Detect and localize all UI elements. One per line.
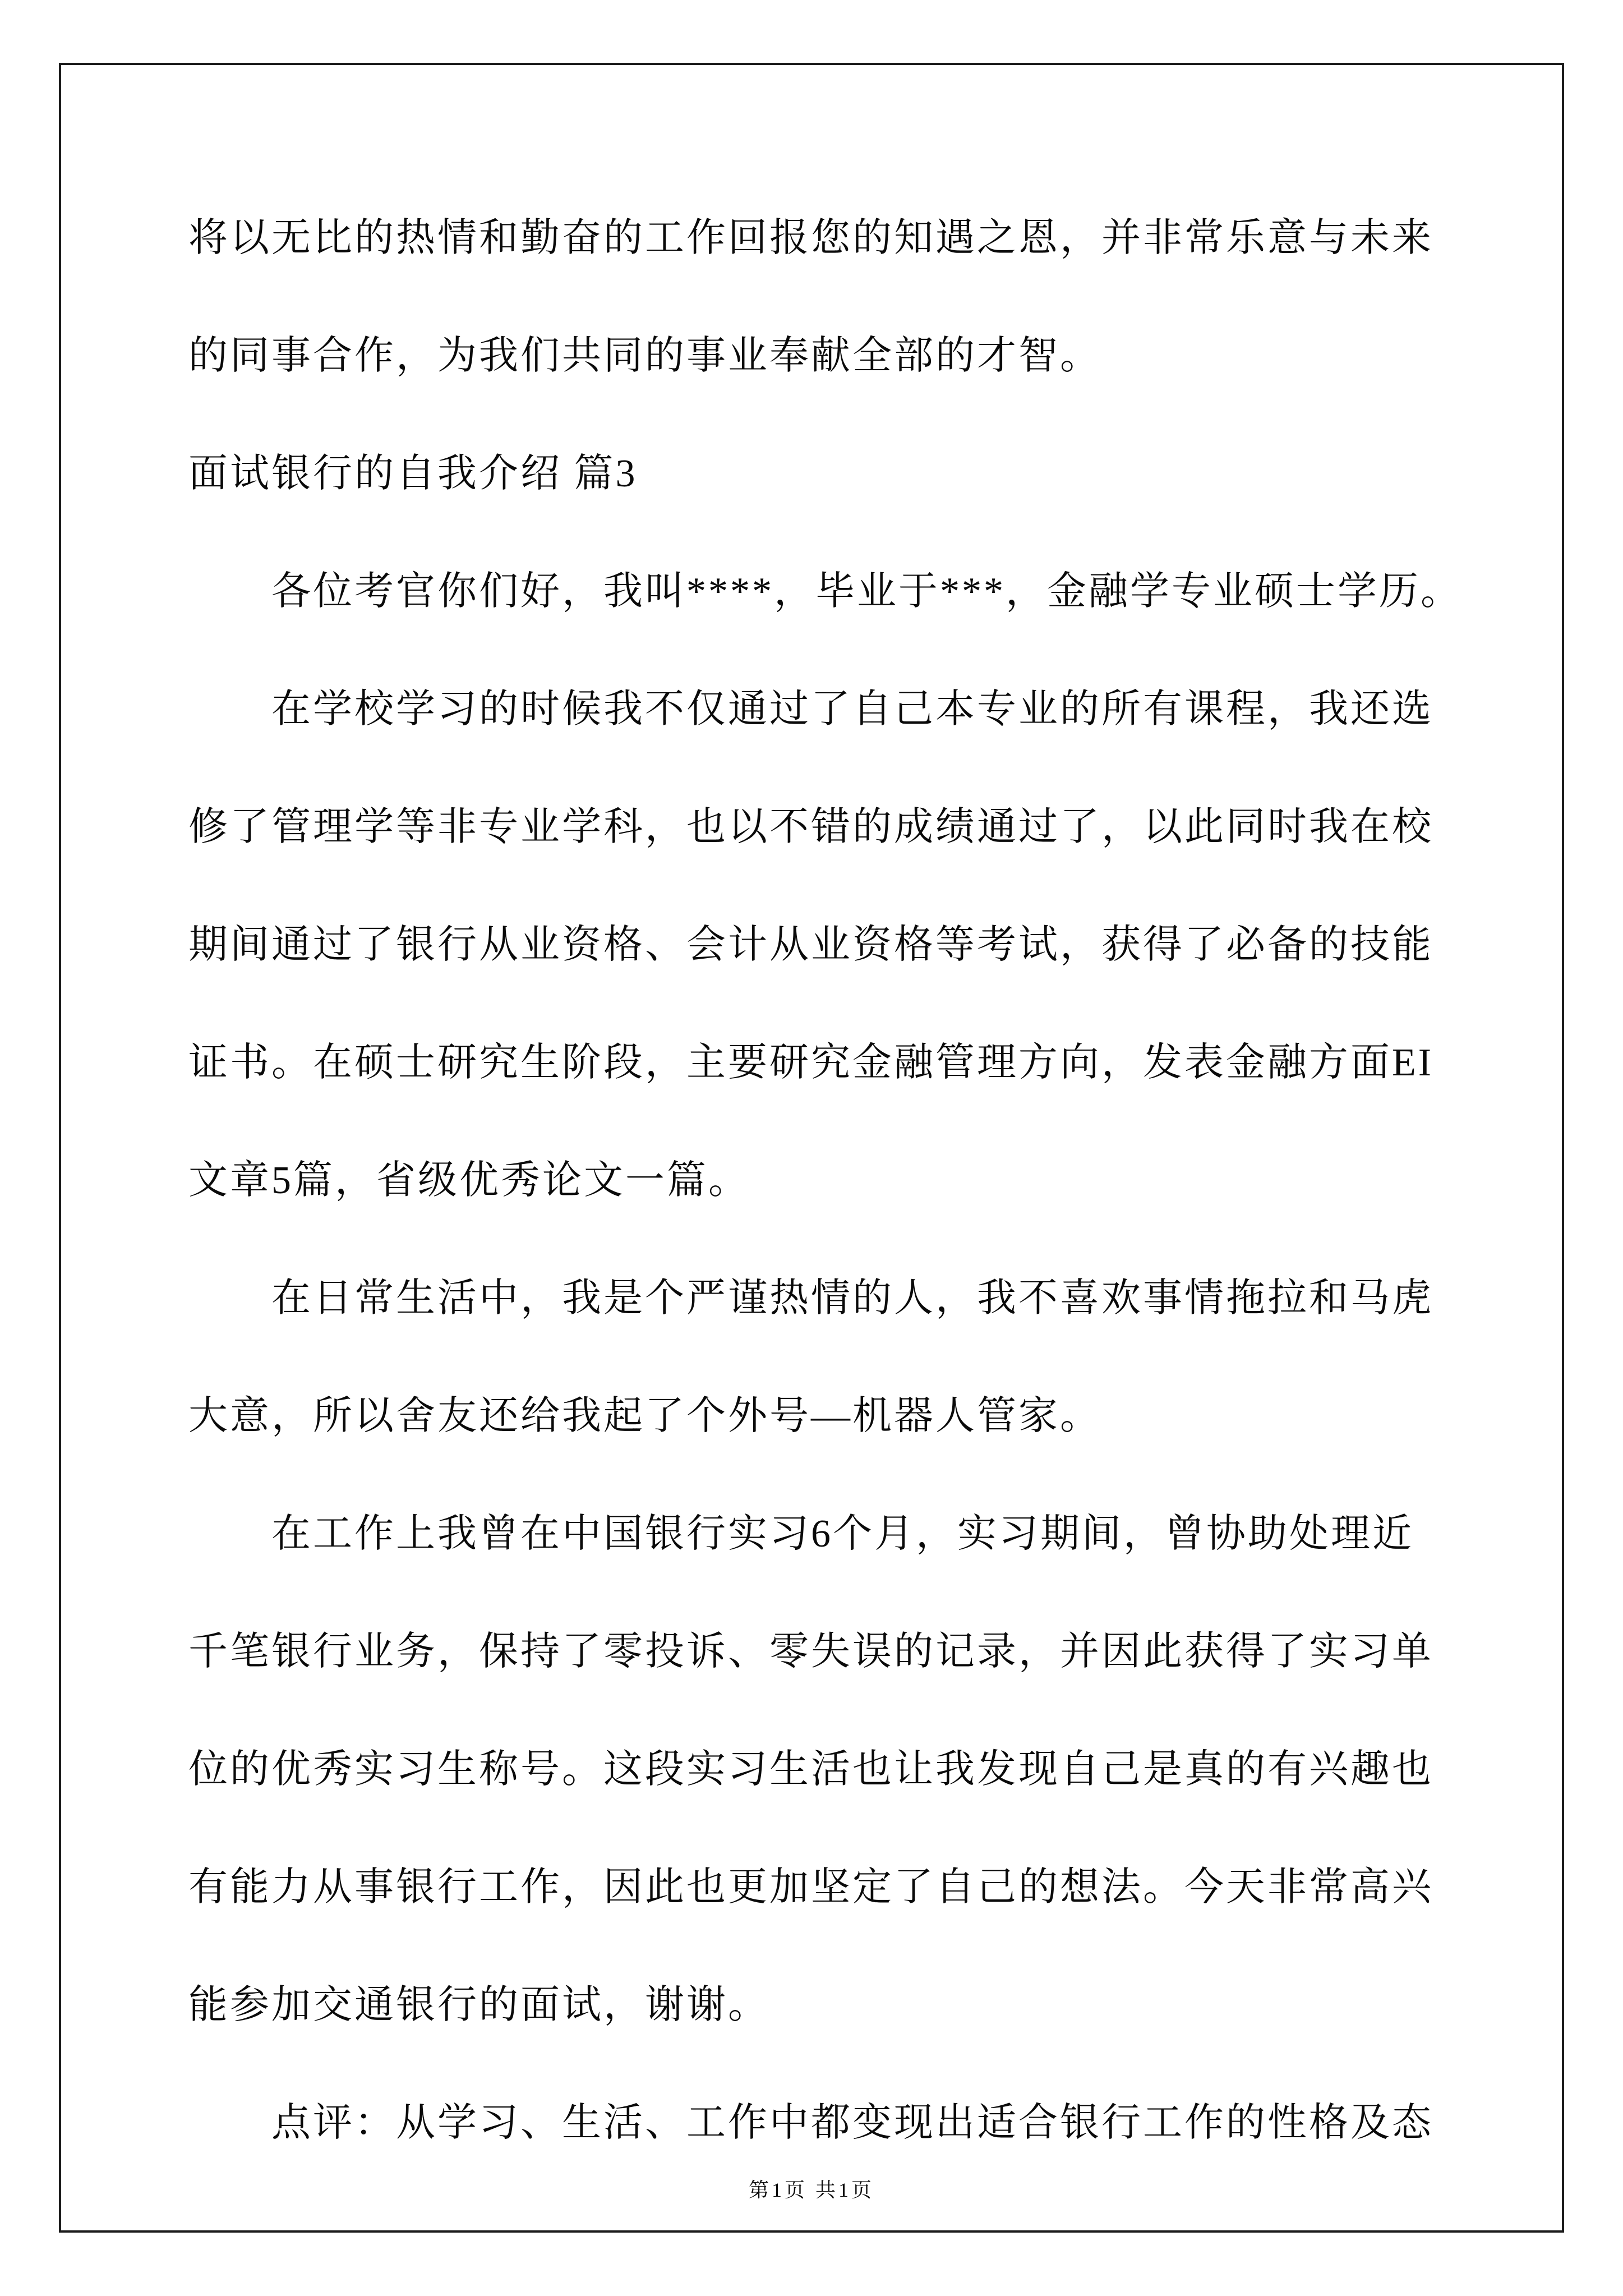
- text-line: 能参加交通银行的面试，谢谢。: [188, 1984, 769, 2027]
- text-line: 证书。在硕士研究生阶段，主要研究金融管理方向，发表金融方面EI: [188, 1041, 1434, 1084]
- text-line: 有能力从事银行工作，因此也更加坚定了自己的想法。今天非常高兴: [188, 1866, 1433, 1909]
- text-line: 千笔银行业务，保持了零投诉、零失误的记录，并因此获得了实习单: [188, 1630, 1433, 1673]
- text-line: 在工作上我曾在中国银行实习6个月，实习期间，曾协助处理近: [271, 1512, 1414, 1556]
- text-line: 文章5篇，省级优秀论文一篇。: [188, 1159, 750, 1202]
- text-line: 大意，所以舍友还给我起了个外号—机器人管家。: [188, 1395, 1101, 1438]
- text-line: 点评：从学习、生活、工作中都变现出适合银行工作的性格及态: [271, 2101, 1433, 2145]
- text-line: 期间通过了银行从业资格、会计从业资格等考试，获得了必备的技能: [188, 923, 1433, 967]
- text-line: 在日常生活中，我是个严谨热情的人，我不喜欢事情拖拉和马虎: [271, 1277, 1433, 1320]
- page-footer: 第1页 共1页: [748, 2179, 874, 2201]
- text-line: 将以无比的热情和勤奋的工作回报您的知遇之恩，并非常乐意与未来: [188, 217, 1433, 260]
- text-line: 的同事合作，为我们共同的事业奉献全部的才智。: [188, 334, 1101, 378]
- text-line: 修了管理学等非专业学科，也以不错的成绩通过了，以此同时我在校: [188, 806, 1433, 849]
- text-line: 在学校学习的时候我不仅通过了自己本专业的所有课程，我还选: [271, 688, 1433, 731]
- text-line: 面试银行的自我介绍 篇3: [188, 452, 638, 495]
- document-body: [188, 180, 1478, 2182]
- text-line: 各位考官你们好，我叫****，毕业于***，金融学专业硕士学历。: [271, 570, 1462, 613]
- text-line: 位的优秀实习生称号。这段实习生活也让我发现自己是真的有兴趣也: [188, 1748, 1433, 1791]
